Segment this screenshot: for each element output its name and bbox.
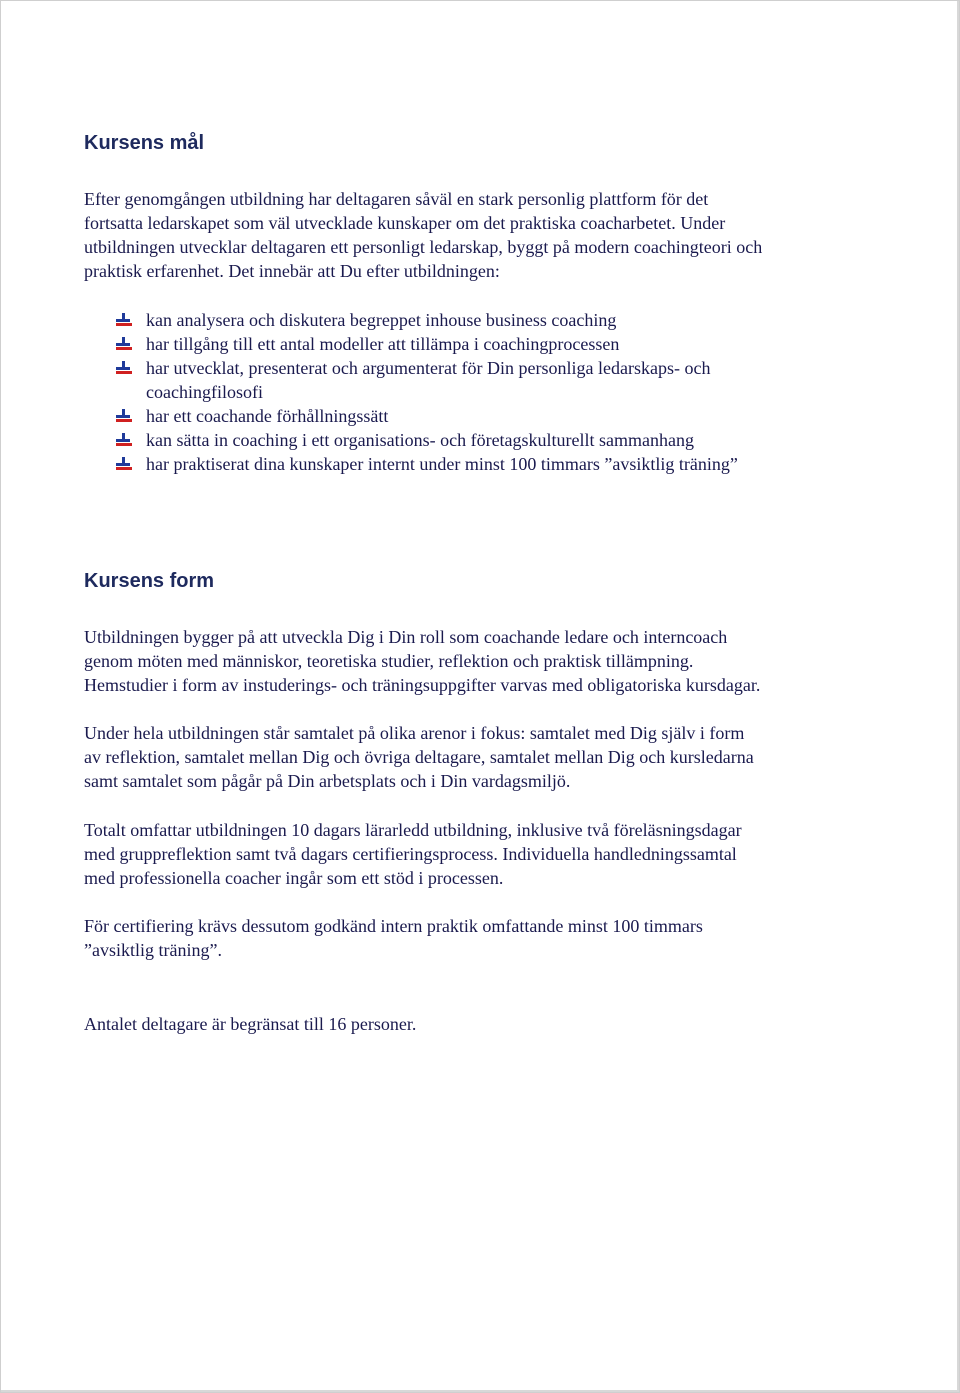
paragraph-line: genom möten med människor, teoretiska studier, reflektion och praktisk tillämpning. xyxy=(84,651,694,671)
form-paragraph-3 xyxy=(84,818,884,890)
goals-list xyxy=(116,308,738,476)
heading-course-goals: Kursens mål xyxy=(84,132,205,154)
paragraph-line: Utbildningen bygger på att utveckla Dig i Din roll som coachande ledare och interncoach xyxy=(84,627,728,647)
intro-line: fortsatta ledarskapet som väl utvecklade kunskaper om det praktiska coacharbetet. Under xyxy=(84,213,726,233)
arrow-bullet-icon xyxy=(116,313,132,327)
paragraph-line: Under hela utbildningen står samtalet på olika arenor i fokus: samtalet med Dig själv i form xyxy=(84,723,745,743)
form-paragraph-5 xyxy=(84,1012,884,1036)
list-item xyxy=(116,308,738,332)
list-item xyxy=(116,452,738,476)
paragraph-line: Totalt omfattar utbildningen 10 dagars lärarledd utbildning, inklusive två föreläsningsdagar xyxy=(84,820,742,840)
paragraph-line: med professionella coacher ingår som ett stöd i processen. xyxy=(84,868,504,888)
paragraph-line: Hemstudier i form av instuderings- och träningsuppgifter varvas med obligatoriska kursdagar. xyxy=(84,675,761,695)
paragraph-line: För certifiering krävs dessutom godkänd intern praktik omfattande minst 100 timmars xyxy=(84,916,703,936)
arrow-bullet-icon xyxy=(116,361,132,375)
list-item xyxy=(116,428,738,452)
goal-text-continuation: coachingfilosofi xyxy=(146,382,263,402)
list-item xyxy=(116,332,738,356)
goal-text: har utvecklat, presenterat och argumenterat för Din personliga ledarskaps- och xyxy=(146,358,711,378)
goal-text: har tillgång till ett antal modeller att tillämpa i coachingprocessen xyxy=(146,334,620,354)
form-paragraph-2 xyxy=(84,721,884,793)
form-paragraph-4 xyxy=(84,914,884,962)
list-item xyxy=(116,404,738,428)
heading-course-form: Kursens form xyxy=(84,570,215,592)
paragraph-line: av reflektion, samtalet mellan Dig och övriga deltagare, samtalet mellan Dig och kursledarna xyxy=(84,747,754,767)
intro-line: praktisk erfarenhet. Det innebär att Du efter utbildningen: xyxy=(84,261,500,281)
paragraph-line: ”avsiktlig träning”. xyxy=(84,940,222,960)
arrow-bullet-icon xyxy=(116,337,132,351)
goal-text: har ett coachande förhållningssätt xyxy=(146,406,389,426)
arrow-bullet-icon xyxy=(116,433,132,447)
arrow-bullet-icon xyxy=(116,409,132,423)
form-paragraph-1 xyxy=(84,625,884,697)
goal-text: kan analysera och diskutera begreppet inhouse business coaching xyxy=(146,310,617,330)
paragraph-line: Antalet deltagare är begränsat till 16 personer. xyxy=(84,1014,417,1034)
goal-text: kan sätta in coaching i ett organisations- och företagskulturellt sammanhang xyxy=(146,430,695,450)
goal-text: har praktiserat dina kunskaper internt under minst 100 timmars ”avsiktlig träning” xyxy=(146,454,738,474)
intro-line: utbildningen utvecklar deltagaren ett personligt ledarskap, byggt på modern coachingteori och xyxy=(84,237,763,257)
intro-line: Efter genomgången utbildning har deltagaren såväl en stark personlig plattform för det xyxy=(84,189,709,209)
paragraph-line: samt samtalet som pågår på Din arbetsplats och i Din vardagsmiljö. xyxy=(84,771,571,791)
arrow-bullet-icon xyxy=(116,457,132,471)
list-item xyxy=(116,356,738,404)
intro-paragraph xyxy=(84,187,884,283)
paragraph-line: med gruppreflektion samt två dagars certifieringsprocess. Individuella handledningssamtal xyxy=(84,844,737,864)
